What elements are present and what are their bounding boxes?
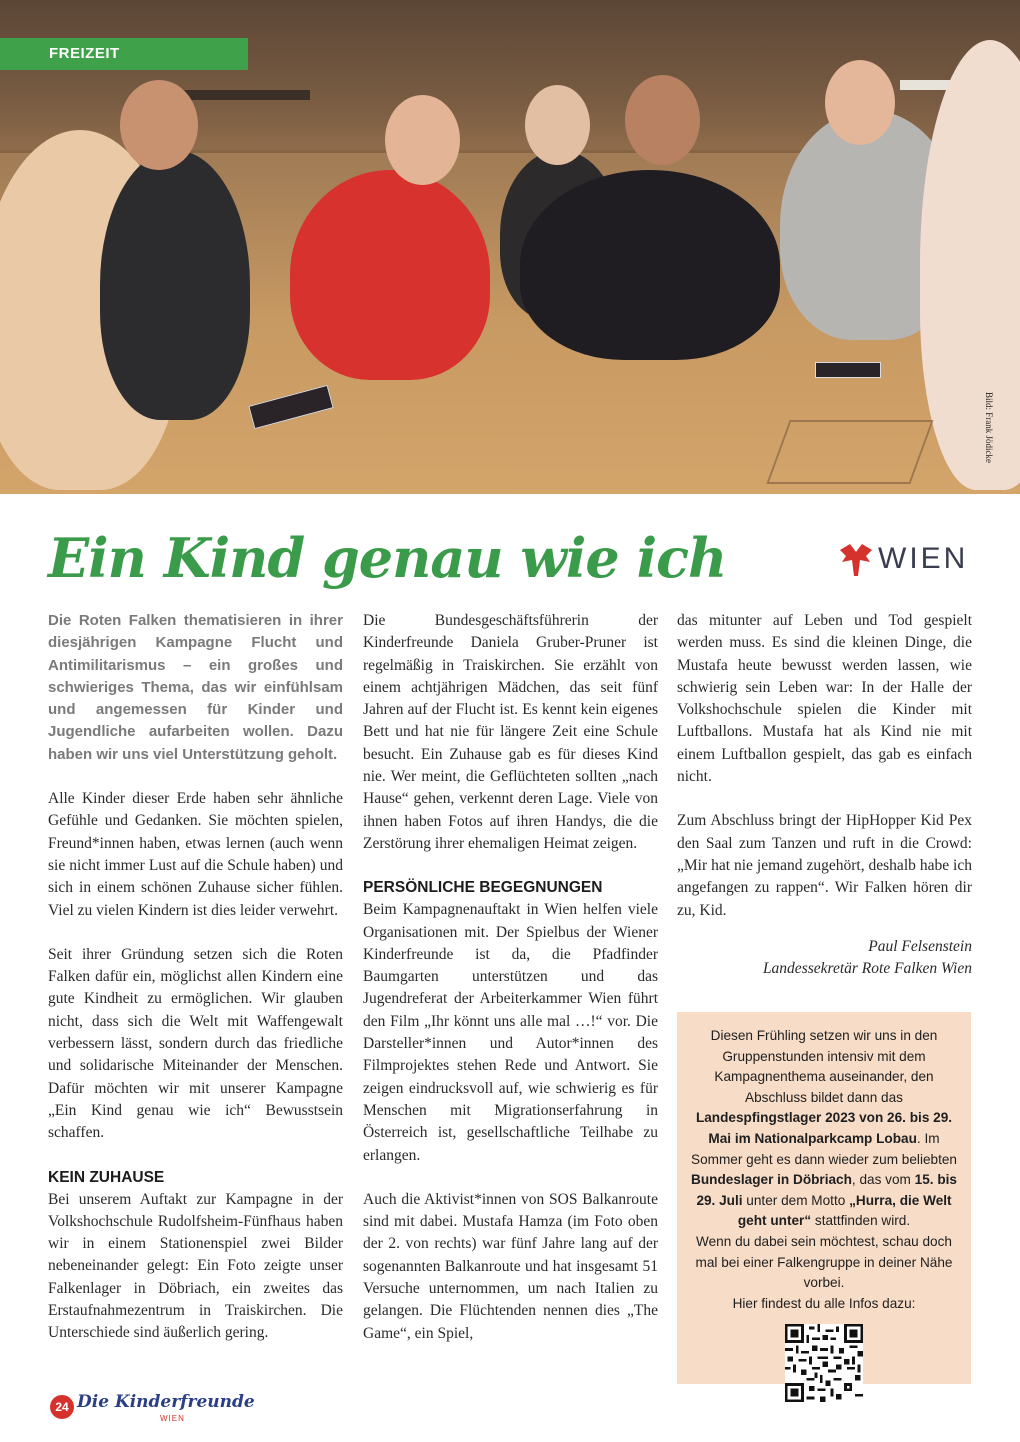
photo-credit: Bild: Frank Jödicke bbox=[984, 392, 994, 463]
brand-logo: Die Kinderfreunde bbox=[77, 1392, 255, 1412]
wien-logo-text: WIEN bbox=[878, 542, 969, 575]
article-paragraph: Bei unserem Auftakt zur Kampagne in der Volkshochschule Rudolfsheim-Fünfhaus haben wir in einem Stationenspiel zwei Bilder nebeneinander gelegt: Ein Foto zeigte unser Falkenlager in Döbriach, ein zweites das Erstaufnahmezentrum in Traiskirchen. Die Unterschiede sind äußerlich gering. bbox=[48, 1190, 343, 1342]
section-heading: PERSÖNLICHE BEGEGNUNGEN bbox=[363, 879, 603, 897]
article-column-2 bbox=[363, 610, 658, 1367]
page-number: 24 bbox=[50, 1395, 74, 1419]
qr-code-icon[interactable] bbox=[785, 1324, 863, 1402]
header-photo bbox=[0, 0, 1020, 494]
info-motto: „Hurra, die Welt geht unter“ bbox=[737, 1192, 952, 1229]
article-paragraph: Beim Kampagnenauftakt in Wien helfen viele Organisationen mit. Der Spielbus der Wiener Kinderfreunde ist da, die Pfadfinder Baumgarten unterstützen und das Jugendreferat der Arbeiterkammer Wien führt den Film „Ihr könnt uns alle mal …!“ vor. Die Darsteller*innen und Autor*innen des Filmprojektes stehen Rede und Antwort. Sie zeigen eindrucksvoll auf, wie schwierig es für Menschen mit Migrationserfahrung in Österreich ist, gesellschaftliche Teilhabe zu erlangen. bbox=[363, 901, 658, 1164]
article-lead: Die Roten Falken thematisieren in ihrer diesjährigen Kampagne Flucht und Antimilitarismus – ein großes und schwieriges Thema, das wir einfühlsam und angemessen für Kinder und Jugendliche aufarbeiten wollen. Dazu haben wir uns viel Unterstützung geholt. bbox=[48, 612, 343, 763]
article-column-1 bbox=[48, 610, 343, 1367]
article-title: Ein Kind genau wie ich bbox=[48, 526, 727, 590]
section-heading: KEIN ZUHAUSE bbox=[48, 1168, 165, 1186]
photo-floor-hatch bbox=[766, 420, 933, 484]
info-date-pfingstlager: Landespfingstlager 2023 von 26. bis 29. Mai im Nationalparkcamp Lobau bbox=[695, 1110, 953, 1146]
author-name: Paul Felsenstein bbox=[868, 937, 972, 955]
article-paragraph: Zum Abschluss bringt der HipHopper Kid Pex den Saal zum Tanzen und ruft in die Crowd: „Mir hat nie jemand zugehört, deshalb habe ich angefangen zu rappen“. Wir Falken hören dir zu, Kid. bbox=[677, 812, 972, 919]
section-label: FREIZEIT bbox=[0, 38, 248, 70]
brand-logo-sub: WIEN bbox=[160, 1414, 185, 1423]
article-paragraph: Alle Kinder dieser Erde haben sehr ähnliche Gefühle und Gedanken. Sie möchten spielen, Freund*innen haben, etwas lernen (auch wenn sie nicht immer Lust auf die Schule haben) und sich in einem schönen Zuhause sicher fühlen. Viel zu vielen Kindern ist dies leider verwehrt. bbox=[48, 790, 343, 919]
article-paragraph: Seit ihrer Gründung setzen sich die Roten Falken dafür ein, möglichst allen Kindern eine gute Kindheit zu ermöglichen. Wir glauben nicht, dass sich die Welt mit Waffengewalt verbessern lässt, sondern durch das friedliche und solidarische Miteinander der Menschen. Dafür möchten wir mit unserer Kampagne „Ein Kind genau wie ich“ Bewusstsein schaffen. bbox=[48, 945, 343, 1142]
info-invite: Wenn du dabei sein möchtest, schau doch mal bei einer Falkengruppe in deiner Nähe vorbei. bbox=[695, 1233, 953, 1291]
photo-person bbox=[100, 150, 250, 420]
info-box bbox=[677, 1012, 971, 1384]
article-paragraph: Auch die Aktivist*innen von SOS Balkanroute sind mit dabei. Mustafa Hamza (im Foto oben der 2. von rechts) war fünf Jahre lang auf der sogenannten Balkanroute und hat insgesamt 51 Versuche unternommen, um nach Italien zu gelangen. Die Flüchtenden nennen dies „The Game“, ein Spiel, bbox=[363, 1190, 658, 1342]
photo-person bbox=[120, 80, 198, 170]
photo-person bbox=[290, 170, 490, 380]
author-signature bbox=[677, 936, 972, 981]
wien-logo bbox=[836, 538, 970, 584]
photo-person bbox=[525, 85, 590, 165]
photo-person bbox=[385, 95, 460, 185]
falcon-icon bbox=[836, 540, 876, 580]
info-date-bundeslager: 15. bis 29. Juli bbox=[696, 1172, 957, 1208]
photo-card bbox=[248, 385, 333, 429]
photo-person bbox=[625, 75, 700, 165]
photo-card bbox=[815, 362, 881, 378]
photo-person bbox=[520, 170, 780, 360]
article-paragraph: Die Bundesgeschäftsführerin der Kinderfreunde Daniela Gruber-Pruner ist regelmäßig in Traiskirchen. Sie erzählt von einem achtjährigen Mädchen, das seit fünf Jahren auf der Flucht ist. Es kennt kein eigenes Bett und hat nie für längere Zeit eine Schule besucht. Ein Zuhause gab es für dieses Kind nie. Wer meint, die Geflüchteten sollten „nach Hause“ gehen, verkennt deren Lage. Viele von ihnen haben Fotos auf ihren Handys, die die Zerstörung ihrer ehemaligen Heimat zeigen. bbox=[363, 612, 658, 852]
article-column-3 bbox=[677, 610, 972, 980]
author-role: Landessekretär Rote Falken Wien bbox=[762, 960, 972, 978]
info-box-text: Diesen Frühling setzen wir uns in den Gruppenstunden intensiv mit dem Kampagnenthema auseinander, den Abschluss bildet dann das Landespfingstlager 2023 von 26. bis 29. Mai im Nationalparkcamp Lobau. Im Sommer geht es dann wieder zum beliebten Bundeslager in Döbriach, das vom 15. bis 29. Juli unter dem Motto „Hurra, die Welt geht unter“ stattfinden wird. bbox=[691, 1028, 957, 1229]
photo-person bbox=[825, 60, 895, 145]
article-paragraph: das mitunter auf Leben und Tod gespielt werden muss. Es sind die kleinen Dinge, die Mustafa heute bewusst werden lassen, wie schwierig sein Leben war: In der Halle der Volkshochschule spielen die Kinder mit Luftballons. Mustafa hat als Kind nie mit einem Luftballon gespielt, das gab es einfach nicht. bbox=[677, 612, 972, 786]
info-link-hint: Hier findest du alle Infos dazu: bbox=[732, 1295, 916, 1311]
info-bundeslager: Bundeslager in Döbriach bbox=[691, 1172, 852, 1188]
